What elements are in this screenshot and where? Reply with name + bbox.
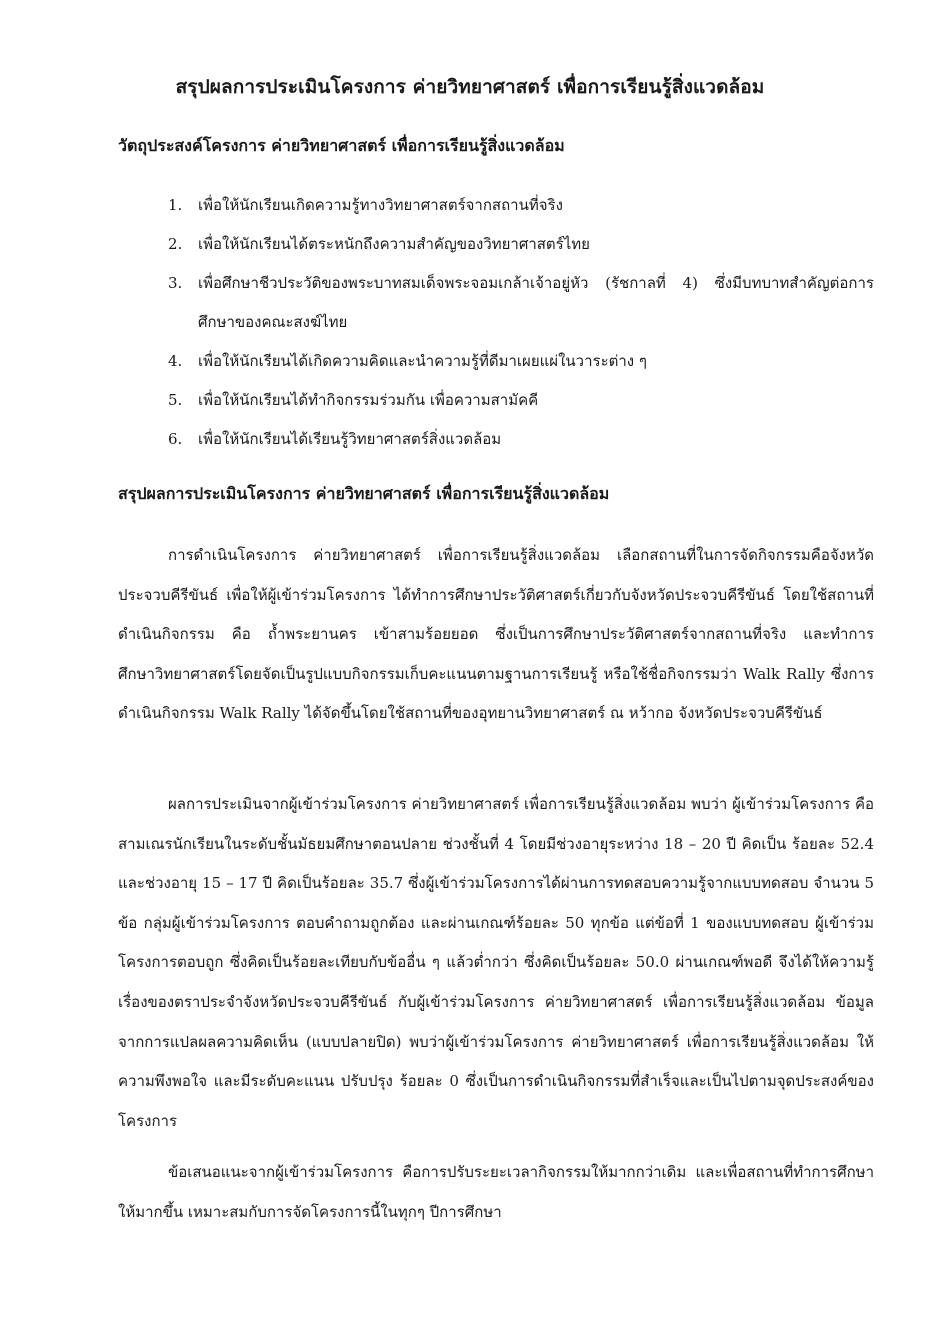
- objective-item: [168, 381, 874, 420]
- summary-paragraph-results: ผลการประเมินจากผู้เข้าร่วมโครงการ ค่ายวิทยาศาสตร์ เพื่อการเรียนรู้สิ่งแวดล้อม พบว่า ผู้เข้าร่วมโครงการ คือ สามเณรนักเรียนในระดับชั้นมัธยมศึกษาตอนปลาย ช่วงชั้นที่ 4 โดยมีช่วงอายุระหว่าง 18 – 20 ปี คิดเป็น ร้อยละ 52.4 และช่วงอายุ 15 – 17 ปี คิดเป็นร้อยละ 35.7 ซึ่งผู้เข้าร่วมโครงการได้ผ่านการทดสอบความรู้จากแบบทดสอบ จำนวน 5 ข้อ กลุ่มผู้เข้าร่วมโครงการ ตอบคำถามถูกต้อง และผ่านเกณฑ์ร้อยละ 50 ทุกข้อ แต่ข้อที่ 1 ของแบบทดสอบ ผู้เข้าร่วมโครงการตอบถูก ซึ่งคิดเป็นร้อยละเทียบกับข้ออื่น ๆ แล้วต่ำกว่า ซึ่งคิดเป็นร้อยละ 50.0 ผ่านเกณฑ์พอดี จึงได้ให้ความรู้เรื่องของตราประจำจังหวัดประจวบคีรีขันธ์ กับผู้เข้าร่วมโครงการ ค่ายวิทยาศาสตร์ เพื่อการเรียนรู้สิ่งแวดล้อม ข้อมูลจากการแปลผลความคิดเห็น (แบบปลายปิด) พบว่าผู้เข้าร่วมโครงการ ค่ายวิทยาศาสตร์ เพื่อการเรียนรู้สิ่งแวดล้อม ให้ความพึงพอใจ และมีระดับคะแนน ปรับปรุง ร้อยละ 0 ซึ่งเป็นการดำเนินกิจกรรมที่สำเร็จและเป็นไปตามจุดประสงค์ของโครงการ: [118, 795, 874, 1130]
- objective-number: 4.: [168, 352, 183, 370]
- objective-number: 3.: [168, 274, 183, 292]
- objectives-list: [168, 186, 874, 459]
- summary-paragraph-suggestions: ข้อเสนอแนะจากผู้เข้าร่วมโครงการ คือการปรับระยะเวลากิจกรรมให้มากกว่าเดิม และเพื่อสถานที่ทำการศึกษาให้มากขึ้น เหมาะสมกับการจัดโครงการนี้ในทุกๆ ปีการศึกษา: [118, 1163, 874, 1221]
- objective-item: [168, 342, 874, 381]
- objective-number: 5.: [168, 391, 183, 409]
- summary-heading: สรุปผลการประเมินโครงการ ค่ายวิทยาศาสตร์ เพื่อการเรียนรู้สิ่งแวดล้อม: [118, 484, 610, 503]
- objective-text: เพื่อศึกษาชีวประวัติของพระบาทสมเด็จพระจอมเกล้าเจ้าอยู่หัว (รัชกาลที่ 4) ซึ่งมีบทบาทสำคัญต่อการศึกษาของคณะสงฆ์ไทย: [198, 274, 874, 331]
- objective-number: 2.: [168, 235, 183, 253]
- objective-text: เพื่อให้นักเรียนได้เรียนรู้วิทยาศาสตร์สิ่งแวดล้อม: [198, 430, 502, 448]
- summary-paragraph-operation: การดำเนินโครงการ ค่ายวิทยาศาสตร์ เพื่อการเรียนรู้สิ่งแวดล้อม เลือกสถานที่ในการจัดกิจกรรมคือจังหวัดประจวบคีรีขันธ์ เพื่อให้ผู้เข้าร่วมโครงการ ได้ทำการศึกษาประวัติศาสตร์เกี่ยวกับจังหวัดประจวบคีรีขันธ์ โดยใช้สถานที่ดำเนินกิจกรรม คือ ถ้ำพระยานคร เข้าสามร้อยยอด ซึ่งเป็นการศึกษาประวัติศาสตร์จากสถานที่จริง และทำการศึกษาวิทยาศาสตร์โดยจัดเป็นรูปแบบกิจกรรมเก็บคะแนนตามฐานการเรียนรู้ หรือใช้ชื่อกิจกรรมว่า Walk Rally ซึ่งการดำเนินกิจกรรม Walk Rally ได้จัดขึ้นโดยใช้สถานที่ของอุทยานวิทยาศาสตร์ ณ หว้ากอ จังหวัดประจวบคีรีขันธ์: [118, 546, 874, 723]
- objectives-heading: วัตถุประสงค์โครงการ ค่ายวิทยาศาสตร์ เพื่อการเรียนรู้สิ่งแวดล้อม: [118, 136, 565, 155]
- objective-number: 6.: [168, 430, 183, 448]
- objective-item: [168, 186, 874, 225]
- objective-item: [168, 420, 874, 459]
- objective-text: เพื่อให้นักเรียนได้ตระหนักถึงความสำคัญของวิทยาศาสตร์ไทย: [198, 235, 590, 253]
- objective-item: [168, 264, 874, 342]
- objective-text: เพื่อให้นักเรียนได้ทำกิจกรรมร่วมกัน เพื่อความสามัคคี: [198, 391, 539, 409]
- objective-number: 1.: [168, 196, 183, 214]
- document-title: สรุปผลการประเมินโครงการ ค่ายวิทยาศาสตร์ เพื่อการเรียนรู้สิ่งแวดล้อม: [175, 76, 765, 98]
- objective-item: [168, 225, 874, 264]
- objective-text: เพื่อให้นักเรียนเกิดความรู้ทางวิทยาศาสตร์จากสถานที่จริง: [198, 196, 563, 214]
- objective-text: เพื่อให้นักเรียนได้เกิดความคิดและนำความรู้ที่ดีมาเผยแผ่ในวาระต่าง ๆ: [198, 352, 647, 370]
